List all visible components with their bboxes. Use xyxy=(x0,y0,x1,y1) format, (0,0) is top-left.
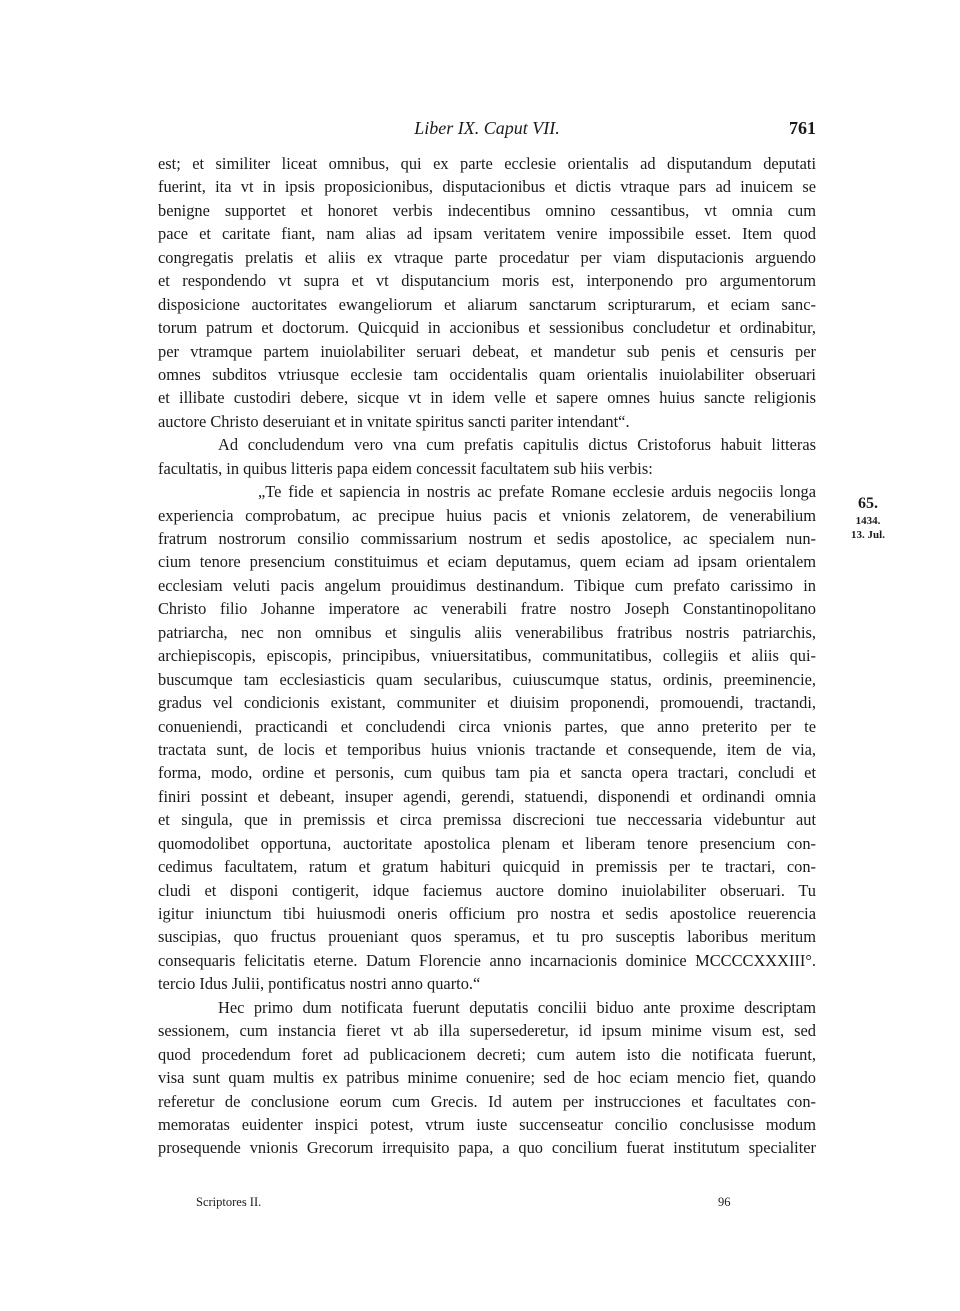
text-line: Christo filio Johanne imperatore ac venerabili fratre nostro Joseph Constantinopolitano xyxy=(158,599,816,619)
text-line: per vtramque partem inuiolabiliter seruari debeat, et mandetur sub penis et censuris per xyxy=(158,341,816,361)
text-line: tercio Idus Julii, pontificatus nostri anno quarto.“ xyxy=(158,974,481,994)
text-line: quod procedendum foret ad publicacionem decreti; cum autem isto die notificata fuerunt, xyxy=(158,1044,816,1064)
text-line: tractata sunt, de locis et temporibus huius vnionis tractande et consequende, item de via, xyxy=(158,739,816,759)
text-line: experiencia comprobatum, ac precipue huius pacis et vnionis zelatorem, de venerabilium xyxy=(158,505,816,525)
text-line: auctore Christo deseruiant et in vnitate spiritus sancti pariter intendant“. xyxy=(158,411,630,431)
text-line: finiri possint et debeant, insuper agendi, gerendi, statuendi, disponendi et ordinandi omnia xyxy=(158,786,816,806)
text-line: fuerint, ita vt in ipsis proposicionibus, disputacionibus et dictis vtraque pars ad inuicem se xyxy=(158,177,816,197)
text-line: prosequende vnionis Grecorum irrequisito papa, a quo concilium fuerat institutum specialiter xyxy=(158,1138,816,1158)
page-header xyxy=(158,118,816,142)
text-line: memoratas euidenter inspici potest, vtrum iuste succenseatur concilio conclusisse modum xyxy=(158,1114,816,1134)
running-title: Liber IX. Caput VII. xyxy=(414,118,560,138)
text-line: cedimus facultatem, ratum et gratum habituri quicquid in premissis per te tractari, con- xyxy=(158,857,816,877)
document-date: 13. Jul. xyxy=(851,529,885,541)
text-line: suscipias, quo fructus proueniant quos speramus, et tu pro susceptis laboribus meritum xyxy=(158,927,816,947)
text-line: patriarcha, nec non omnibus et singulis aliis venerabilibus fratribus nostris patriarchis, xyxy=(158,622,816,642)
text-line: disposicione auctoritates ewangeliorum et aliarum sanctarum scripturarum, et eciam sanc- xyxy=(158,294,816,314)
text-line: et respondendo vt supra et vt disputancium moris est, interponendo pro argumentorum xyxy=(158,271,816,291)
footer-sheet-number: 96 xyxy=(718,1195,731,1209)
text-line: omnes subditos vtriusque ecclesie tam occidentalis quam orientalis inuiolabiliter obseruari xyxy=(158,364,816,384)
text-line: „Te fide et sapiencia in nostris ac prefate Romane ecclesie arduis negociis longa xyxy=(258,482,816,502)
text-line: conueniendi, practicandi et concludendi circa vnionis partes, que anno preterito per te xyxy=(158,716,816,736)
text-line: forma, modo, ordine et personis, cum quibus tam pia et sancta opera tractari, concludi et xyxy=(158,763,816,783)
document-number: 65. xyxy=(858,495,878,512)
body-text xyxy=(158,152,816,1160)
text-line: fratrum nostrorum consilio commissarium nostrum et sedis apostolice, ac specialem nun- xyxy=(158,529,816,548)
page-number: 761 xyxy=(789,118,816,138)
text-line: benigne supportet et honoret verbis indecentibus omnino cessantibus, vt omnia cum xyxy=(158,200,816,220)
text-line: facultatis, in quibus litteris papa eidem concessit facultatem sub hiis verbis: xyxy=(158,458,653,478)
text-line: sessionem, cum instancia fieret vt ab illa supersederetur, id ipsum minime visum est, sed xyxy=(158,1021,816,1041)
text-line: cludi et disponi contigerit, idque faciemus auctore domino inuiolabiliter obseruari. Tu xyxy=(158,880,816,900)
text-line: et singula, que in premissis et circa premissa discrecioni tue neccessaria videbuntur aut xyxy=(158,810,816,830)
text-line: ecclesiam veluti pacis angelum prouidimus destinandum. Tibique cum prefato carissimo in xyxy=(158,575,816,595)
footer-signature: Scriptores II. xyxy=(196,1195,262,1209)
text-line: torum patrum et doctorum. Quicquid in accionibus et sessionibus concludetur et ordinabitur, xyxy=(158,318,816,338)
text-line: et illibate custodiri debere, sicque vt in idem velle et sapere omnes huius sancte religionis xyxy=(158,388,816,408)
document-year: 1434. xyxy=(855,515,881,527)
text-line: cium tenore presencium constituimus et eciam deputamus, quem eciam ad ipsam orientalem xyxy=(158,552,816,572)
margin-note xyxy=(838,495,898,541)
page-footer xyxy=(196,1195,756,1213)
text-line: Ad concludendum vero vna cum prefatis capitulis dictus Cristoforus habuit litteras xyxy=(218,435,816,455)
text-line: est; et similiter liceat omnibus, qui ex parte ecclesie orientalis ad disputandum deputati xyxy=(158,154,816,173)
text-line: archiepiscopis, episcopis, principibus, vniuersitatibus, communitatibus, collegiis et aliis qui- xyxy=(158,646,816,666)
text-line: pace et caritate fiant, nam alias ad ipsam veritatem venire impossibile esset. Item quod xyxy=(158,224,816,244)
text-line: buscumque tam ecclesiasticis quam secularibus, cuiuscumque status, ordinis, preeminencie, xyxy=(158,669,816,689)
text-line: visa sunt quam multis ex patribus minime conuenire; sed de hoc eciam mencio fiet, quando xyxy=(158,1068,816,1088)
text-line: gradus vel condicionis existant, communiter et diuisim proponendi, promouendi, tractandi, xyxy=(158,693,816,713)
text-line: consequaris felicitatis eterne. Datum Florencie anno incarnacionis dominice MCCCCXXXIII°. xyxy=(158,950,816,970)
text-line: igitur iniunctum tibi huiusmodi oneris officium pro nostra et sedis apostolice reuerencia xyxy=(158,904,816,923)
text-line: congregatis prelatis et aliis ex vtraque parte procedatur per viam disputacionis arguendo xyxy=(158,247,816,267)
text-line: quomodolibet opportuna, auctoritate apostolica plenam et liberam tenore presencium con- xyxy=(158,833,816,853)
text-line: Hec primo dum notificata fuerunt deputatis concilii biduo ante proxime descriptam xyxy=(218,997,816,1017)
text-line: referetur de conclusione eorum cum Grecis. Id autem per instrucciones et facultates con- xyxy=(158,1091,816,1111)
